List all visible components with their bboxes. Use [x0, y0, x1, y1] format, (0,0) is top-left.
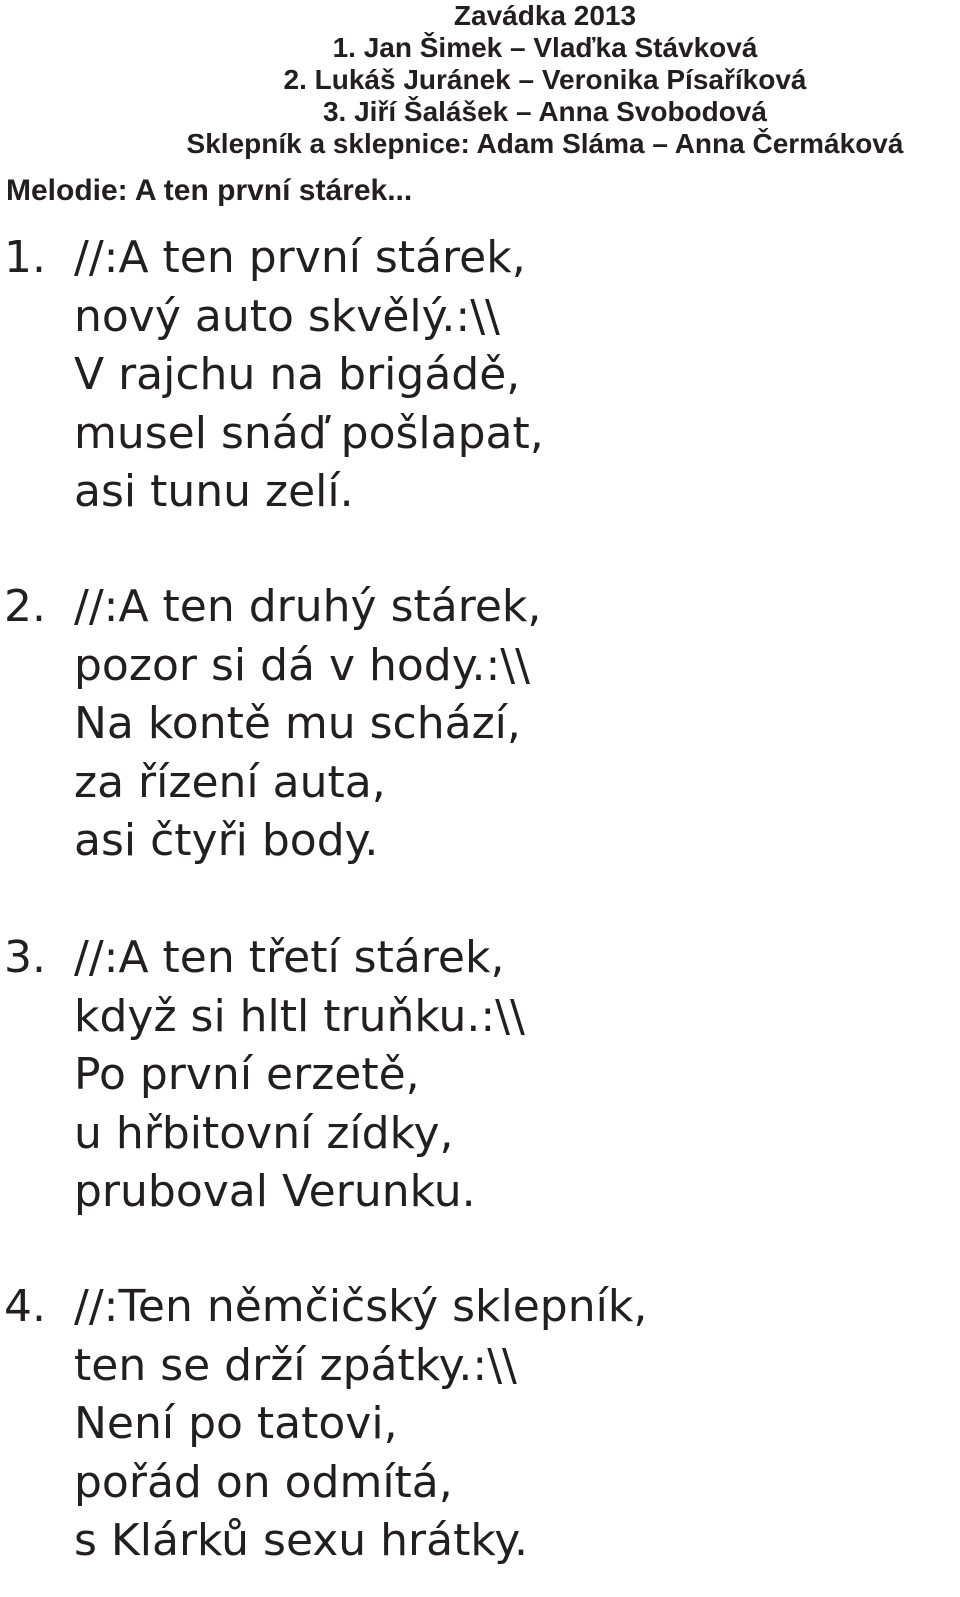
verse-line: za řízení auta,	[74, 756, 386, 808]
verse-line: //:A ten třetí stárek,	[74, 932, 505, 983]
verse-lines	[74, 929, 525, 1222]
verse-line: Není po tatovi,	[74, 1398, 398, 1449]
verse-line: u hřbitovní zídky,	[74, 1107, 454, 1159]
verse-lines	[74, 1278, 647, 1571]
verse-line: //:A ten druhý stárek,	[74, 581, 542, 632]
melody-line: Melodie: A ten první stárek...	[6, 174, 413, 207]
verse-line: pruboval Verunku.	[74, 1166, 476, 1217]
verse-line: s Klárků sexu hrátky.	[74, 1515, 529, 1566]
verse-line: Po první erzetě,	[74, 1049, 420, 1100]
verse-line: asi tunu zelí.	[74, 466, 354, 517]
verse-line: //:Ten němčičský sklepník,	[74, 1281, 648, 1332]
verse-line: ten se drží zpátky.:\\	[74, 1339, 517, 1391]
verse-lines	[74, 229, 544, 522]
verse-number: 1.	[4, 232, 46, 283]
verse-line: když si hltl truňku.:\\	[74, 990, 525, 1042]
verse-line: nový auto skvělý.:\\	[74, 290, 500, 342]
verse-line: //:A ten první stárek,	[74, 232, 526, 283]
cellar-couple: Sklepník a sklepnice: Adam Sláma – Anna Čermáková	[186, 128, 904, 159]
verse-line: asi čtyři body.	[74, 815, 379, 866]
verse-line: Na kontě mu schází,	[74, 698, 521, 749]
verse-line: musel snáď pošlapat,	[74, 407, 544, 459]
verse-line: pozor si dá v hody.:\\	[74, 639, 530, 691]
verse-number: 4.	[4, 1281, 46, 1332]
verse-lines	[74, 578, 541, 871]
couple-3: 3. Jiří Šalášek – Anna Svobodová	[322, 96, 768, 127]
verse-number: 2.	[4, 581, 46, 632]
verse-line: V rajchu na brigádě,	[74, 349, 521, 400]
event-title: Zavádka 2013	[453, 0, 637, 31]
verse-number: 3.	[4, 932, 46, 983]
document-header	[0, 0, 960, 160]
verse-line: pořád on odmítá,	[74, 1456, 453, 1508]
couple-1: 1. Jan Šimek – Vlaďka Stávková	[332, 32, 758, 63]
couple-2: 2. Lukáš Juránek – Veronika Písaříková	[283, 64, 807, 95]
